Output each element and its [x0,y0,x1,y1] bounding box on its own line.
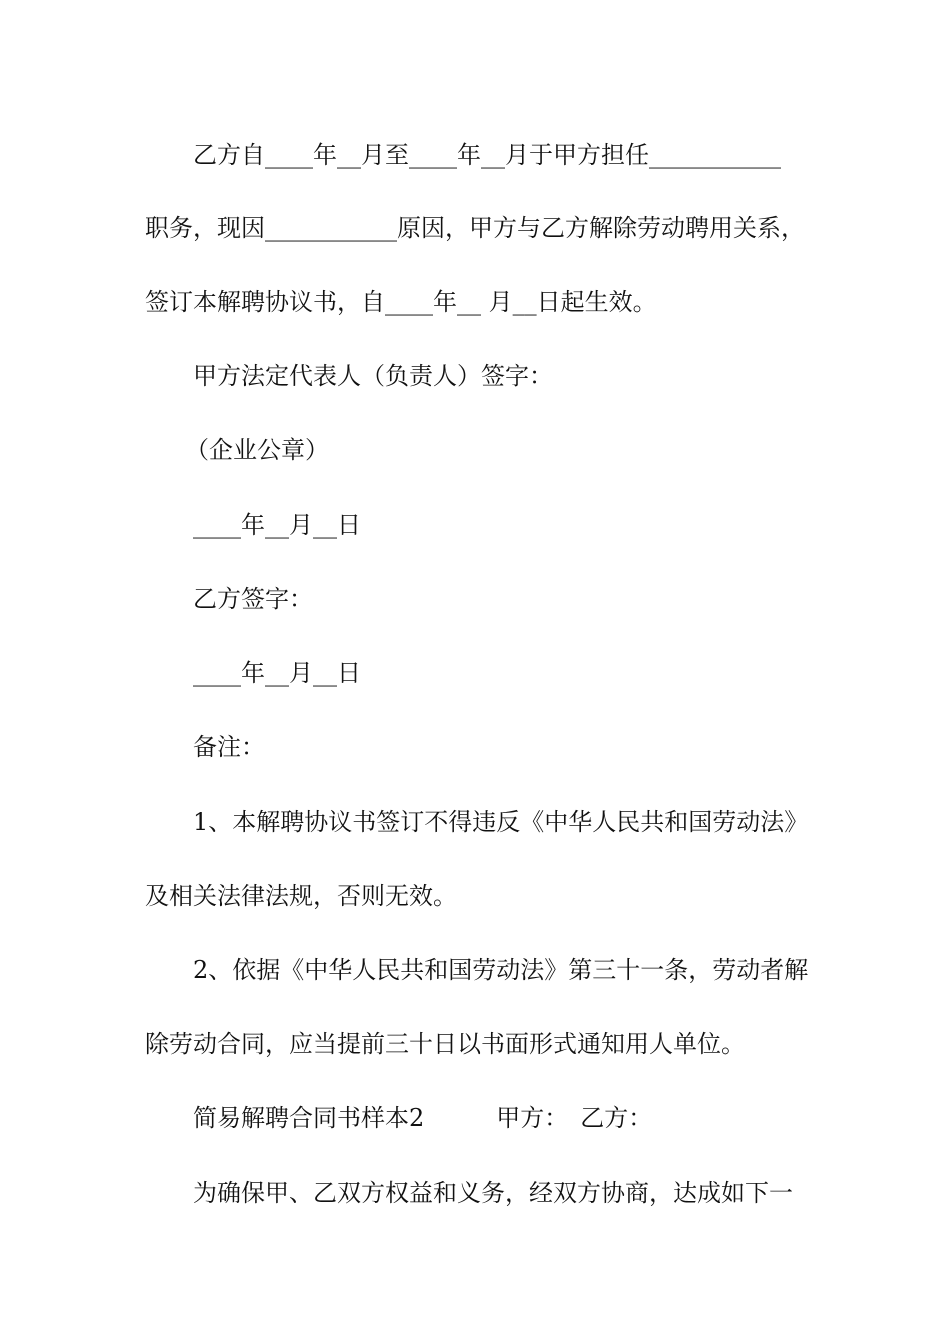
remarks-heading: 备注： [193,733,265,761]
signature-label: 甲方法定代表人（负责人）签字： [193,362,553,390]
paragraph-line: 2、依据《中华人民共和国劳动法》第三十一条，劳动者解 [193,956,809,984]
paragraph-line: 签订本解聘协议书，自____年__ 月__日起生效。 [145,288,657,316]
paragraph-line: 乙方自____年__月至____年__月于甲方担任___________ [193,141,781,169]
paragraph-line: 为确保甲、乙双方权益和义务，经双方协商，达成如下一 [193,1179,793,1207]
paragraph-line: 除劳动合同，应当提前三十日以书面形式通知用人单位。 [145,1030,745,1058]
section-heading: 简易解聘合同书样本2 甲方： 乙方： [193,1104,653,1132]
seal-label: （企业公章） [185,436,329,464]
date-line: ____年__月__日 [193,511,361,539]
paragraph-line: 1、本解聘协议书签订不得违反《中华人民共和国劳动法》 [193,808,809,836]
paragraph-line: 及相关法律法规，否则无效。 [145,882,457,910]
signature-label: 乙方签字： [193,585,313,613]
date-line: ____年__月__日 [193,659,361,687]
paragraph-line: 职务，现因___________原因，甲方与乙方解除劳动聘用关系， [145,214,805,242]
